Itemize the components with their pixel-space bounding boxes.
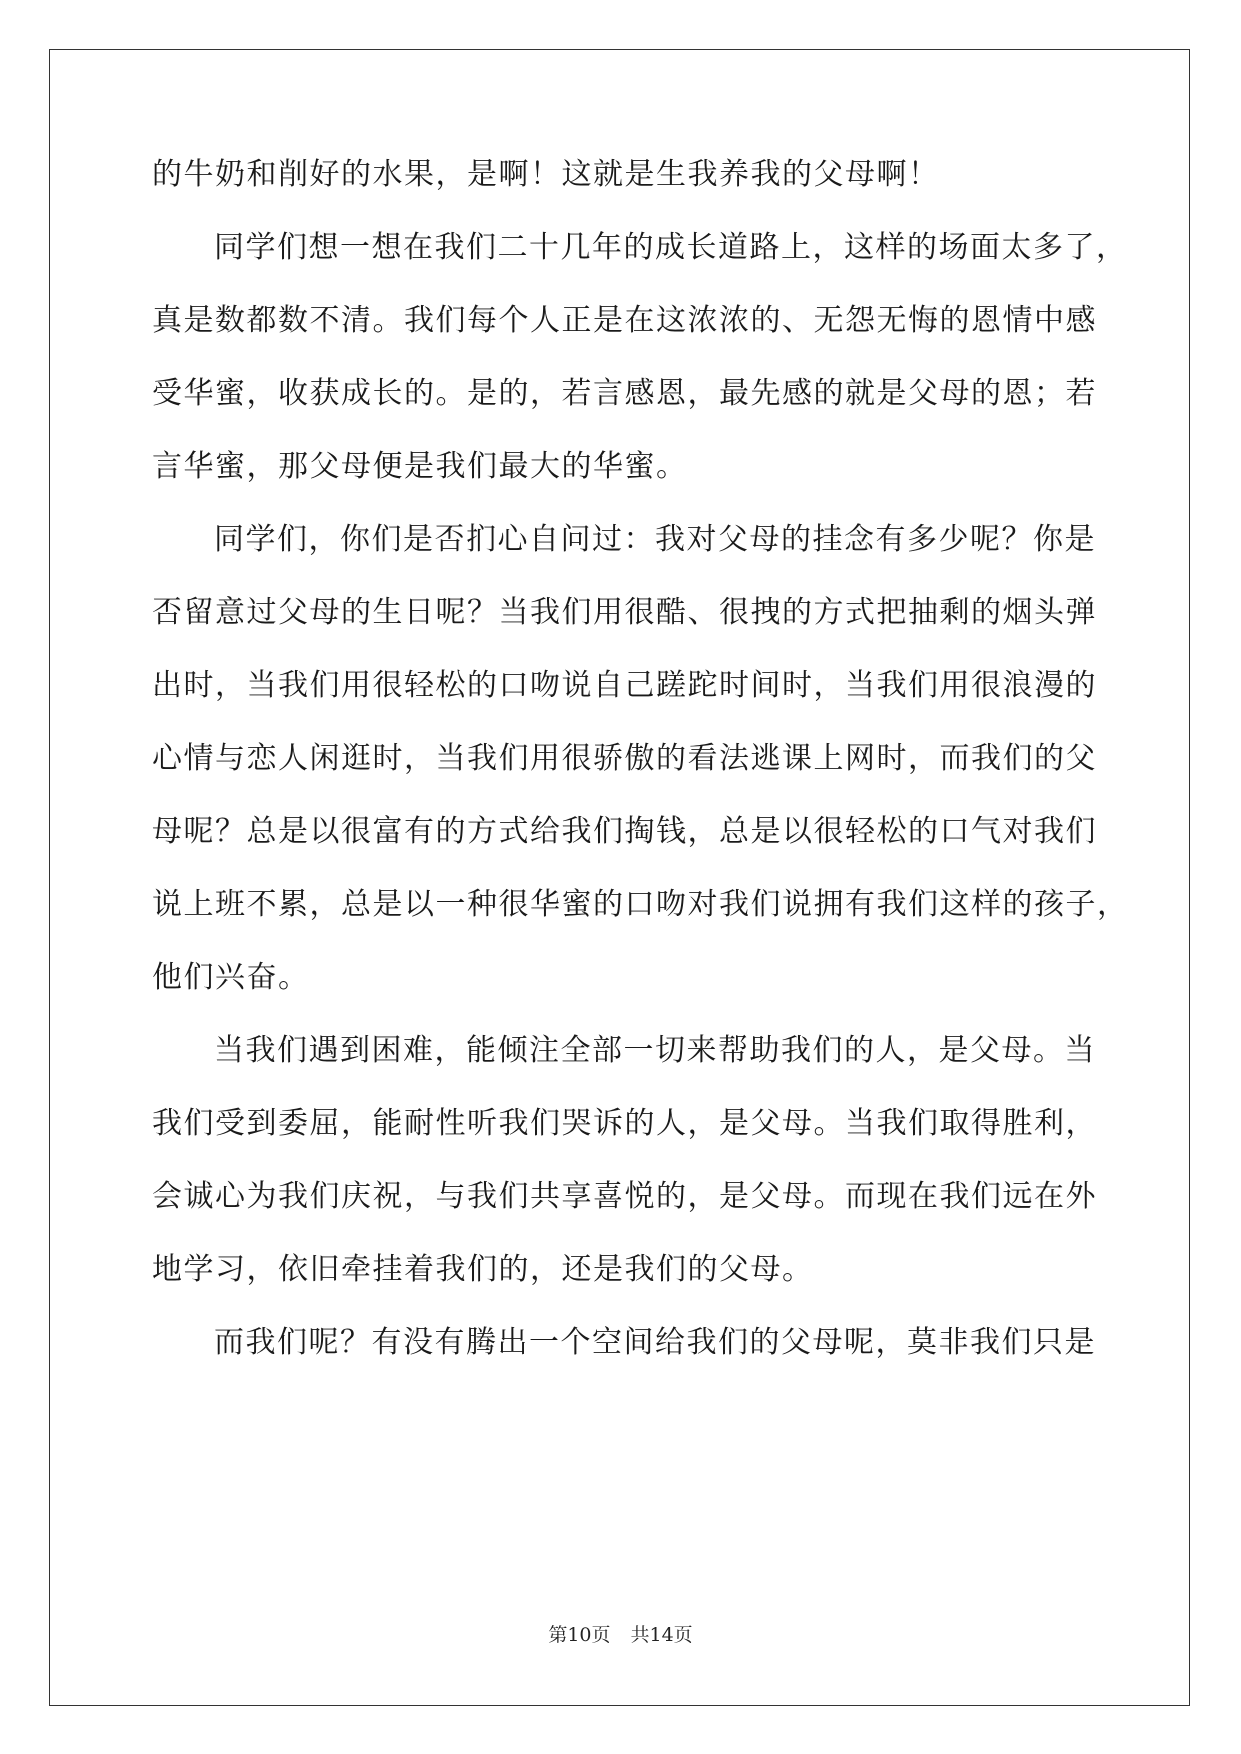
page-footer: [0, 1620, 1241, 1647]
page-number: 第10页: [548, 1624, 611, 1646]
body-line: 出时，当我们用很轻松的口吻说自己蹉跎时间时，当我们用很浪漫的: [152, 668, 1097, 703]
body-line: 我们受到委屈，能耐性听我们哭诉的人，是父母。当我们取得胜利，: [152, 1106, 1097, 1141]
paragraph-start-line: 同学们，你们是否扪心自问过：我对父母的挂念有多少呢？你是: [214, 522, 1096, 557]
paragraph-start-line: 而我们呢？有没有腾出一个空间给我们的父母呢，莫非我们只是: [214, 1325, 1096, 1360]
body-line: 地学习，依旧牵挂着我们的，还是我们的父母。: [152, 1252, 814, 1287]
body-line: 他们兴奋。: [152, 960, 310, 995]
body-line: 否留意过父母的生日呢？当我们用很酷、很拽的方式把抽剩的烟头弹: [152, 595, 1097, 630]
paragraph-start-line: 同学们想一想在我们二十几年的成长道路上，这样的场面太多了，: [214, 230, 1128, 265]
body-line: 的牛奶和削好的水果，是啊！这就是生我养我的父母啊！: [152, 157, 940, 192]
body-line: 言华蜜，那父母便是我们最大的华蜜。: [152, 449, 688, 484]
body-line: 说上班不累，总是以一种很华蜜的口吻对我们说拥有我们这样的孩子，: [152, 887, 1129, 922]
body-line: 受华蜜，收获成长的。是的，若言感恩，最先感的就是父母的恩；若: [152, 376, 1097, 411]
body-line: 真是数都数不清。我们每个人正是在这浓浓的、无怨无悔的恩情中感: [152, 303, 1097, 338]
body-line: 母呢？总是以很富有的方式给我们掏钱，总是以很轻松的口气对我们: [152, 814, 1097, 849]
page-total: 共14页: [630, 1624, 693, 1646]
page-border: [49, 49, 1190, 1706]
body-line: 心情与恋人闲逛时，当我们用很骄傲的看法逃课上网时，而我们的父: [152, 741, 1097, 776]
paragraph-start-line: 当我们遇到困难，能倾注全部一切来帮助我们的人，是父母。当: [214, 1033, 1096, 1068]
body-line: 会诚心为我们庆祝，与我们共享喜悦的，是父母。而现在我们远在外: [152, 1179, 1097, 1214]
